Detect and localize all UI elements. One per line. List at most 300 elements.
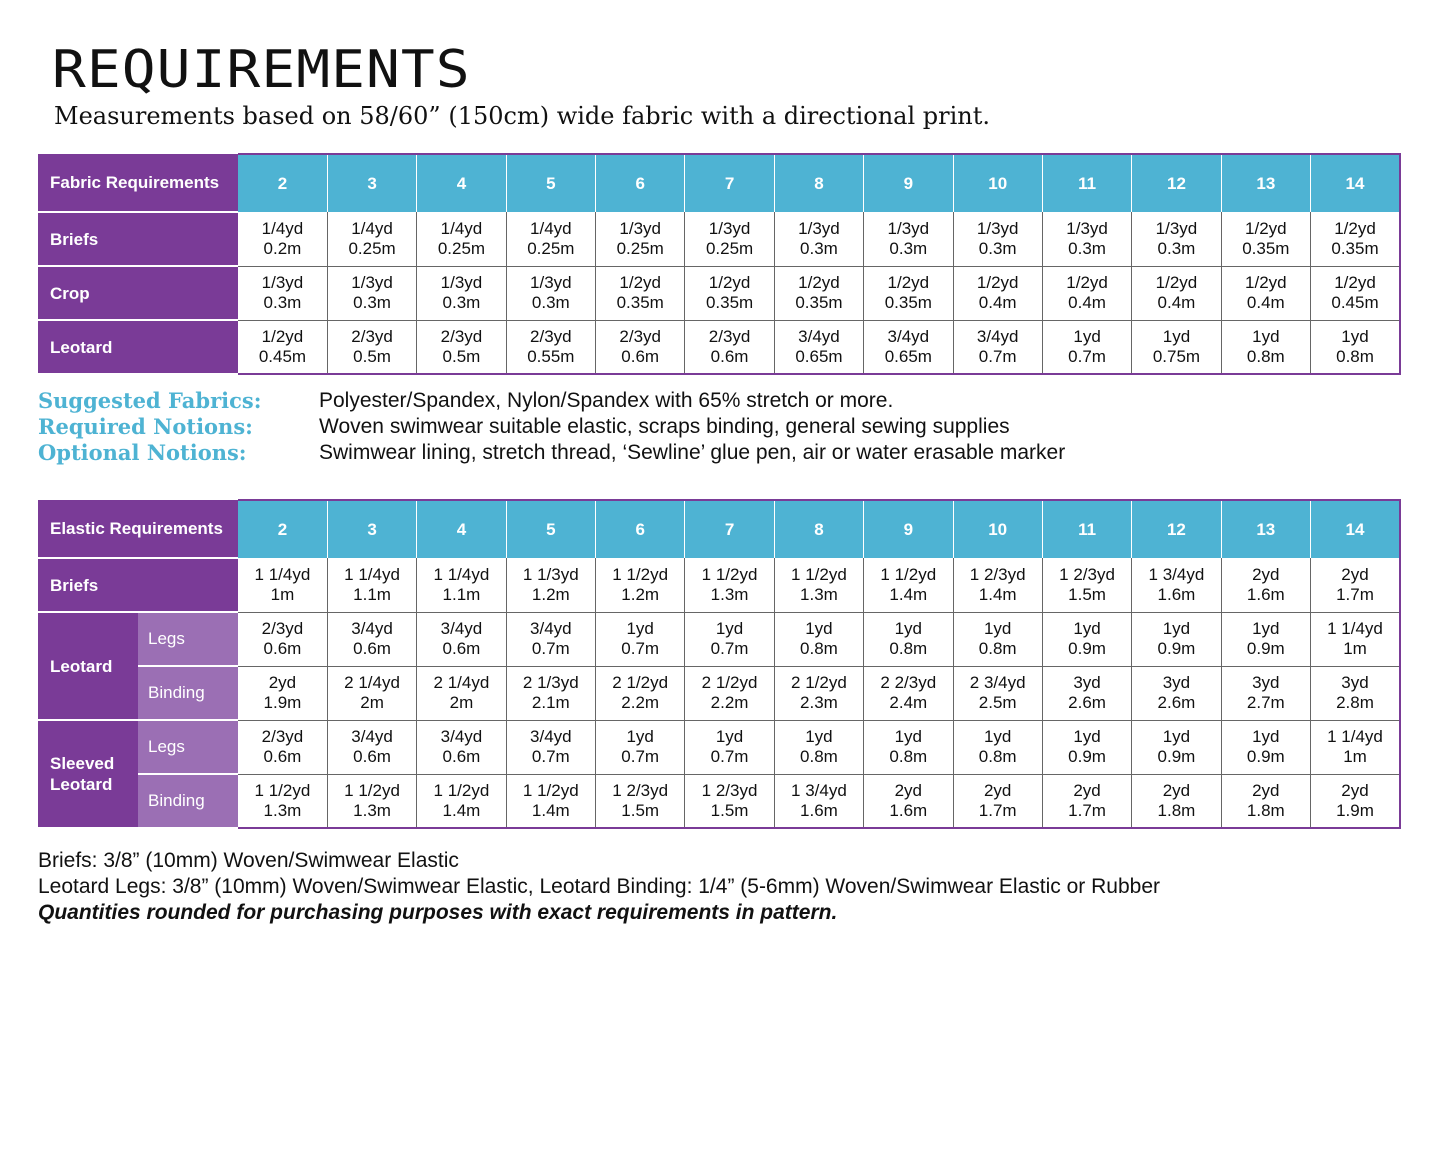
table-cell — [864, 320, 953, 374]
table-cell — [506, 266, 595, 320]
cell-meters: 0.35m — [1242, 238, 1290, 258]
cell-yards: 1/2yd — [798, 273, 840, 292]
table-cell — [327, 720, 416, 774]
cell-yards: 2 3/4yd — [969, 673, 1026, 692]
cell-yards: 1 1/4yd — [344, 564, 400, 584]
table-cell — [1042, 320, 1131, 374]
table-cell — [864, 558, 953, 612]
cell-yards: 2/3yd — [440, 326, 483, 346]
cell-yards: 1 1/2yd — [344, 780, 400, 800]
cell-meters: 0.6m — [353, 639, 391, 658]
cell-yards: 1yd — [715, 619, 744, 638]
size-header: 5 — [506, 154, 595, 212]
cell-meters: 2.7m — [1246, 693, 1285, 712]
cell-yards: 3/4yd — [530, 619, 572, 638]
cell-meters: 0.8m — [1246, 346, 1285, 366]
table-cell — [864, 666, 953, 720]
table-cell — [953, 666, 1042, 720]
table-cell — [864, 212, 953, 266]
cell-meters: 0.6m — [263, 639, 302, 658]
table-cell — [1042, 558, 1131, 612]
table-cell — [774, 266, 863, 320]
cell-meters: 0.7m — [710, 747, 749, 766]
table-cell — [774, 720, 863, 774]
cell-yards: 2/3yd — [708, 326, 751, 346]
table-cell — [238, 666, 327, 720]
footer-line-rounding: Quantities rounded for purchasing purposes with exact requirements in pattern. — [38, 901, 838, 924]
cell-yards: 1yd — [1073, 619, 1101, 638]
cell-yards: 1/2yd — [1155, 273, 1198, 292]
table-cell — [506, 612, 595, 666]
cell-yards: 1/3yd — [1155, 218, 1198, 238]
size-header: 2 — [238, 154, 327, 212]
table-cell — [774, 212, 863, 266]
table-cell — [1042, 612, 1131, 666]
cell-meters: 0.5m — [442, 346, 481, 366]
cell-yards: 1/3yd — [351, 273, 393, 292]
cell-meters: 2.4m — [889, 693, 928, 712]
table-cell — [685, 266, 774, 320]
table-cell — [1221, 774, 1310, 828]
row-label: Briefs — [39, 558, 238, 612]
cell-yards: 3/4yd — [798, 326, 840, 346]
cell-yards: 1 1/2yd — [254, 780, 311, 800]
table-row — [39, 666, 1400, 720]
table-cell — [327, 558, 416, 612]
cell-yards: 1yd — [1162, 619, 1191, 638]
cell-meters: 0.7m — [531, 639, 570, 658]
cell-yards: 1 2/3yd — [1059, 564, 1115, 584]
cell-meters: 1.3m — [263, 800, 302, 820]
cell-yards: 1yd — [1162, 727, 1191, 746]
table-cell — [864, 774, 953, 828]
cell-yards: 1 1/3yd — [522, 564, 579, 584]
cell-yards: 1yd — [1252, 619, 1280, 638]
size-header: 11 — [1042, 500, 1131, 558]
cell-yards: 1yd — [1252, 727, 1280, 746]
cell-meters: 1.3m — [800, 584, 838, 604]
table-cell — [596, 320, 685, 374]
table-cell — [1311, 212, 1400, 266]
cell-yards: 1/2yd — [1066, 273, 1108, 292]
cell-yards: 3/4yd — [351, 727, 393, 746]
cell-meters: 1.7m — [1068, 800, 1106, 820]
table-cell — [1132, 612, 1221, 666]
cell-meters: 0.9m — [1246, 639, 1285, 658]
cell-meters: 1.7m — [1336, 584, 1374, 604]
cell-meters: 0.4m — [1157, 293, 1196, 312]
cell-yards: 1/2yd — [1245, 273, 1287, 292]
cell-meters: 0.3m — [800, 238, 838, 258]
cell-yards: 1/3yd — [530, 273, 572, 292]
cell-meters: 0.4m — [1068, 293, 1106, 312]
table-row — [39, 774, 1400, 828]
cell-yards: 1 1/4yd — [1327, 619, 1383, 638]
table-cell — [1221, 720, 1310, 774]
cell-yards: 3yd — [1073, 673, 1101, 692]
cell-yards: 2/3yd — [619, 326, 661, 346]
cell-meters: 2.6m — [1157, 693, 1196, 712]
cell-yards: 3/4yd — [351, 619, 393, 638]
fabric-header-label: Fabric Requirements — [39, 154, 238, 212]
cell-meters: 1.8m — [1246, 800, 1285, 820]
cell-meters: 1.2m — [621, 584, 660, 604]
cell-yards: 2/3yd — [261, 727, 304, 746]
cell-meters: 0.25m — [616, 238, 664, 258]
sub-row-label: Binding — [138, 666, 238, 720]
cell-yards: 1yd — [626, 727, 654, 746]
cell-meters: 0.35m — [616, 293, 664, 312]
note-value: Woven swimwear suitable elastic, scraps binding, general sewing supplies — [319, 415, 1010, 438]
cell-yards: 2 2/3yd — [880, 673, 937, 692]
footer-line-leotard: Leotard Legs: 3/8” (10mm) Woven/Swimwear Elastic, Leotard Binding: 1/4” (5-6mm) Woven/Swimwear Elastic or Rubber — [38, 875, 1160, 898]
table-cell — [596, 720, 685, 774]
cell-yards: 1 1/2yd — [522, 780, 579, 800]
table-cell — [1221, 266, 1310, 320]
table-cell — [1311, 266, 1400, 320]
cell-meters: 2m — [360, 693, 384, 712]
cell-meters: 0.8m — [889, 747, 928, 766]
size-header: 6 — [596, 154, 685, 212]
cell-yards: 2yd — [894, 780, 923, 800]
table-cell — [596, 212, 685, 266]
size-header: 11 — [1042, 154, 1131, 212]
cell-yards: 1yd — [1162, 326, 1191, 346]
table-cell — [953, 212, 1042, 266]
table-cell — [1042, 774, 1131, 828]
fabric-requirements-table — [38, 153, 1401, 375]
table-cell — [953, 774, 1042, 828]
size-header: 8 — [774, 500, 863, 558]
table-cell — [506, 666, 595, 720]
cell-meters: 1.9m — [263, 693, 302, 712]
table-cell — [1311, 666, 1401, 720]
cell-meters: 0.6m — [353, 747, 391, 766]
cell-yards: 3/4yd — [530, 727, 572, 746]
cell-meters: 0.8m — [978, 639, 1017, 658]
cell-yards: 2 1/2yd — [612, 673, 669, 692]
cell-meters: 1m — [1343, 747, 1367, 766]
table-cell — [953, 266, 1042, 320]
size-header: 4 — [417, 154, 506, 212]
cell-meters: 0.6m — [442, 747, 481, 766]
cell-meters: 0.3m — [1157, 238, 1196, 258]
cell-meters: 0.9m — [1246, 747, 1285, 766]
table-row — [39, 720, 1400, 774]
cell-meters: 1.4m — [889, 584, 928, 604]
cell-yards: 1yd — [626, 619, 654, 638]
table-cell — [685, 720, 774, 774]
cell-meters: 0.8m — [889, 639, 928, 658]
table-cell — [774, 612, 863, 666]
cell-meters: 1.3m — [710, 584, 749, 604]
cell-meters: 2.3m — [800, 693, 838, 712]
cell-yards: 1 3/4yd — [791, 780, 847, 800]
cell-yards: 2/3yd — [261, 619, 304, 638]
table-cell — [1311, 612, 1401, 666]
table-cell — [417, 212, 506, 266]
cell-meters: 1.2m — [531, 584, 570, 604]
cell-meters: 0.4m — [1246, 293, 1285, 312]
cell-yards: 1/2yd — [261, 326, 304, 346]
cell-yards: 1 2/3yd — [969, 564, 1026, 584]
elastic-header-label: Elastic Requirements — [39, 500, 238, 558]
cell-yards: 1 2/3yd — [612, 780, 669, 800]
cell-yards: 3/4yd — [440, 727, 483, 746]
table-cell — [1132, 320, 1221, 374]
cell-meters: 2.2m — [710, 693, 749, 712]
table-cell — [1311, 558, 1401, 612]
cell-yards: 2/3yd — [530, 326, 572, 346]
page-subtitle: Measurements based on 58/60” (150cm) wide fabric with a directional print. — [54, 102, 990, 130]
table-cell — [1042, 212, 1131, 266]
size-header: 3 — [327, 500, 416, 558]
table-cell — [238, 720, 327, 774]
cell-yards: 1 1/4yd — [254, 564, 311, 584]
table-cell — [506, 720, 595, 774]
cell-meters: 1.6m — [889, 800, 928, 820]
cell-yards: 1/3yd — [708, 218, 751, 238]
table-cell — [417, 720, 506, 774]
size-header: 13 — [1221, 154, 1310, 212]
cell-yards: 1/4yd — [440, 218, 483, 238]
cell-yards: 1yd — [715, 727, 744, 746]
table-cell — [1221, 320, 1310, 374]
size-header: 10 — [953, 500, 1042, 558]
cell-yards: 3/4yd — [887, 326, 930, 346]
table-cell — [1042, 666, 1131, 720]
cell-yards: 3yd — [1252, 673, 1280, 692]
table-row — [39, 320, 1400, 374]
cell-meters: 1.5m — [621, 800, 660, 820]
footer-line-briefs: Briefs: 3/8” (10mm) Woven/Swimwear Elastic — [38, 849, 459, 872]
note-key: Required Notions: — [38, 414, 253, 439]
size-header: 8 — [774, 154, 863, 212]
table-cell — [864, 266, 953, 320]
cell-meters: 0.45m — [1331, 293, 1379, 312]
table-row — [39, 612, 1400, 666]
elastic-requirements-table — [38, 499, 1401, 829]
cell-meters: 0.55m — [527, 346, 575, 366]
size-header: 14 — [1311, 500, 1401, 558]
cell-meters: 0.7m — [621, 747, 660, 766]
size-header: 10 — [953, 154, 1042, 212]
cell-yards: 2 1/2yd — [701, 673, 758, 692]
cell-meters: 0.65m — [795, 346, 843, 366]
cell-yards: 3/4yd — [440, 619, 483, 638]
cell-meters: 0.3m — [531, 293, 570, 312]
table-cell — [953, 612, 1042, 666]
header-row — [39, 500, 1400, 558]
cell-meters: 0.7m — [978, 346, 1017, 366]
cell-meters: 0.3m — [263, 293, 302, 312]
cell-meters: 2.2m — [621, 693, 660, 712]
cell-yards: 1yd — [894, 727, 923, 746]
table-cell — [238, 212, 327, 266]
size-header: 9 — [864, 154, 953, 212]
cell-meters: 0.6m — [442, 639, 481, 658]
table-cell — [506, 320, 595, 374]
table-cell — [1132, 212, 1221, 266]
size-header: 3 — [327, 154, 416, 212]
cell-yards: 1 1/2yd — [791, 564, 847, 584]
table-cell — [774, 666, 863, 720]
cell-meters: 0.35m — [884, 293, 932, 312]
footer-notes — [38, 848, 1160, 926]
table-cell — [238, 266, 327, 320]
table-cell — [685, 558, 774, 612]
table-cell — [417, 666, 506, 720]
cell-yards: 2yd — [1073, 780, 1101, 800]
cell-meters: 1m — [270, 584, 295, 604]
table-cell — [417, 774, 506, 828]
cell-meters: 2.6m — [1068, 693, 1106, 712]
cell-yards: 2 1/4yd — [344, 673, 400, 692]
table-cell — [417, 558, 506, 612]
note-key: Suggested Fabrics: — [38, 388, 262, 413]
table-cell — [596, 774, 685, 828]
cell-yards: 1 1/4yd — [433, 564, 490, 584]
table-cell — [1132, 558, 1221, 612]
cell-meters: 1.4m — [978, 584, 1017, 604]
cell-meters: 1.1m — [442, 584, 481, 604]
row-label: Crop — [39, 266, 238, 320]
size-header: 2 — [238, 500, 327, 558]
cell-meters: 0.45m — [258, 346, 307, 366]
cell-yards: 1 1/2yd — [612, 564, 669, 584]
table-cell — [1221, 666, 1310, 720]
row-label: Leotard — [39, 612, 138, 720]
cell-yards: 3/4yd — [976, 326, 1019, 346]
size-header: 9 — [864, 500, 953, 558]
table-cell — [1132, 266, 1221, 320]
cell-yards: 1/2yd — [619, 273, 661, 292]
table-cell — [327, 266, 416, 320]
cell-yards: 1/2yd — [976, 273, 1019, 292]
cell-yards: 1/4yd — [351, 218, 393, 238]
cell-yards: 2yd — [1252, 564, 1280, 584]
table-cell — [238, 320, 327, 374]
table-cell — [1042, 266, 1131, 320]
table-cell — [1132, 720, 1221, 774]
cell-yards: 1/3yd — [798, 218, 840, 238]
size-header: 7 — [685, 500, 774, 558]
cell-meters: 0.9m — [1068, 747, 1106, 766]
cell-yards: 1yd — [1073, 326, 1101, 346]
cell-yards: 2yd — [1252, 780, 1280, 800]
table-cell — [864, 720, 953, 774]
table-row — [39, 266, 1400, 320]
cell-meters: 0.7m — [1068, 346, 1106, 366]
size-header: 14 — [1311, 154, 1400, 212]
cell-meters: 0.25m — [348, 238, 396, 258]
cell-meters: 0.3m — [353, 293, 391, 312]
cell-meters: 1.1m — [353, 584, 391, 604]
cell-meters: 0.75m — [1152, 346, 1201, 366]
table-cell — [953, 720, 1042, 774]
note-value: Swimwear lining, stretch thread, ‘Sewline’ glue pen, air or water erasable marker — [319, 441, 1066, 464]
sub-row-label: Binding — [138, 774, 238, 828]
cell-meters: 2.5m — [978, 693, 1017, 712]
cell-meters: 1m — [1343, 639, 1367, 658]
table-cell — [774, 320, 863, 374]
table-cell — [1221, 612, 1310, 666]
cell-yards: 1/4yd — [261, 218, 304, 238]
table-cell — [596, 558, 685, 612]
table-cell — [327, 320, 416, 374]
cell-yards: 2yd — [268, 673, 297, 692]
cell-yards: 1/2yd — [708, 273, 751, 292]
sub-row-label: Legs — [138, 612, 238, 666]
cell-yards: 1 1/2yd — [701, 564, 758, 584]
cell-yards: 1 3/4yd — [1148, 564, 1205, 584]
size-header: 4 — [417, 500, 506, 558]
cell-meters: 0.2m — [263, 238, 302, 258]
cell-meters: 1.6m — [1246, 584, 1285, 604]
cell-meters: 1.6m — [1157, 584, 1196, 604]
table-cell — [506, 558, 595, 612]
table-cell — [1311, 774, 1401, 828]
table-cell — [953, 320, 1042, 374]
cell-yards: 2 1/3yd — [522, 673, 579, 692]
cell-meters: 0.25m — [437, 238, 486, 258]
cell-meters: 1.7m — [978, 800, 1017, 820]
cell-yards: 1 2/3yd — [701, 780, 758, 800]
table-cell — [506, 212, 595, 266]
table-cell — [417, 320, 506, 374]
cell-meters: 0.9m — [1157, 639, 1196, 658]
cell-yards: 1/3yd — [887, 218, 930, 238]
size-header: 12 — [1132, 154, 1221, 212]
cell-yards: 1yd — [805, 619, 833, 638]
size-header: 13 — [1221, 500, 1310, 558]
cell-yards: 1yd — [1073, 727, 1101, 746]
cell-meters: 1.3m — [353, 800, 391, 820]
table-cell — [1221, 558, 1310, 612]
cell-yards: 1yd — [983, 619, 1012, 638]
cell-meters: 0.3m — [889, 238, 928, 258]
table-cell — [327, 774, 416, 828]
size-header: 6 — [596, 500, 685, 558]
cell-yards: 1/3yd — [976, 218, 1019, 238]
cell-yards: 2yd — [1341, 564, 1369, 584]
cell-meters: 0.8m — [800, 747, 838, 766]
cell-meters: 0.35m — [705, 293, 754, 312]
cell-meters: 0.8m — [978, 747, 1017, 766]
cell-meters: 0.3m — [1068, 238, 1106, 258]
cell-yards: 1/4yd — [530, 218, 572, 238]
size-header: 12 — [1132, 500, 1221, 558]
cell-meters: 0.6m — [263, 747, 302, 766]
table-cell — [864, 612, 953, 666]
cell-meters: 0.6m — [710, 346, 749, 366]
sub-row-label: Legs — [138, 720, 238, 774]
table-cell — [774, 774, 863, 828]
table-cell — [685, 666, 774, 720]
cell-yards: 1 1/4yd — [1327, 727, 1383, 746]
cell-yards: 1/3yd — [440, 273, 483, 292]
cell-yards: 2yd — [983, 780, 1012, 800]
cell-meters: 0.7m — [621, 639, 660, 658]
cell-yards: 1/2yd — [1334, 273, 1376, 292]
cell-meters: 0.9m — [1157, 747, 1196, 766]
table-cell — [774, 558, 863, 612]
cell-meters: 0.8m — [1336, 346, 1374, 366]
table-cell — [238, 774, 327, 828]
table-cell — [327, 612, 416, 666]
table-cell — [1221, 212, 1310, 266]
note-value: Polyester/Spandex, Nylon/Spandex with 65% stretch or more. — [319, 389, 894, 412]
